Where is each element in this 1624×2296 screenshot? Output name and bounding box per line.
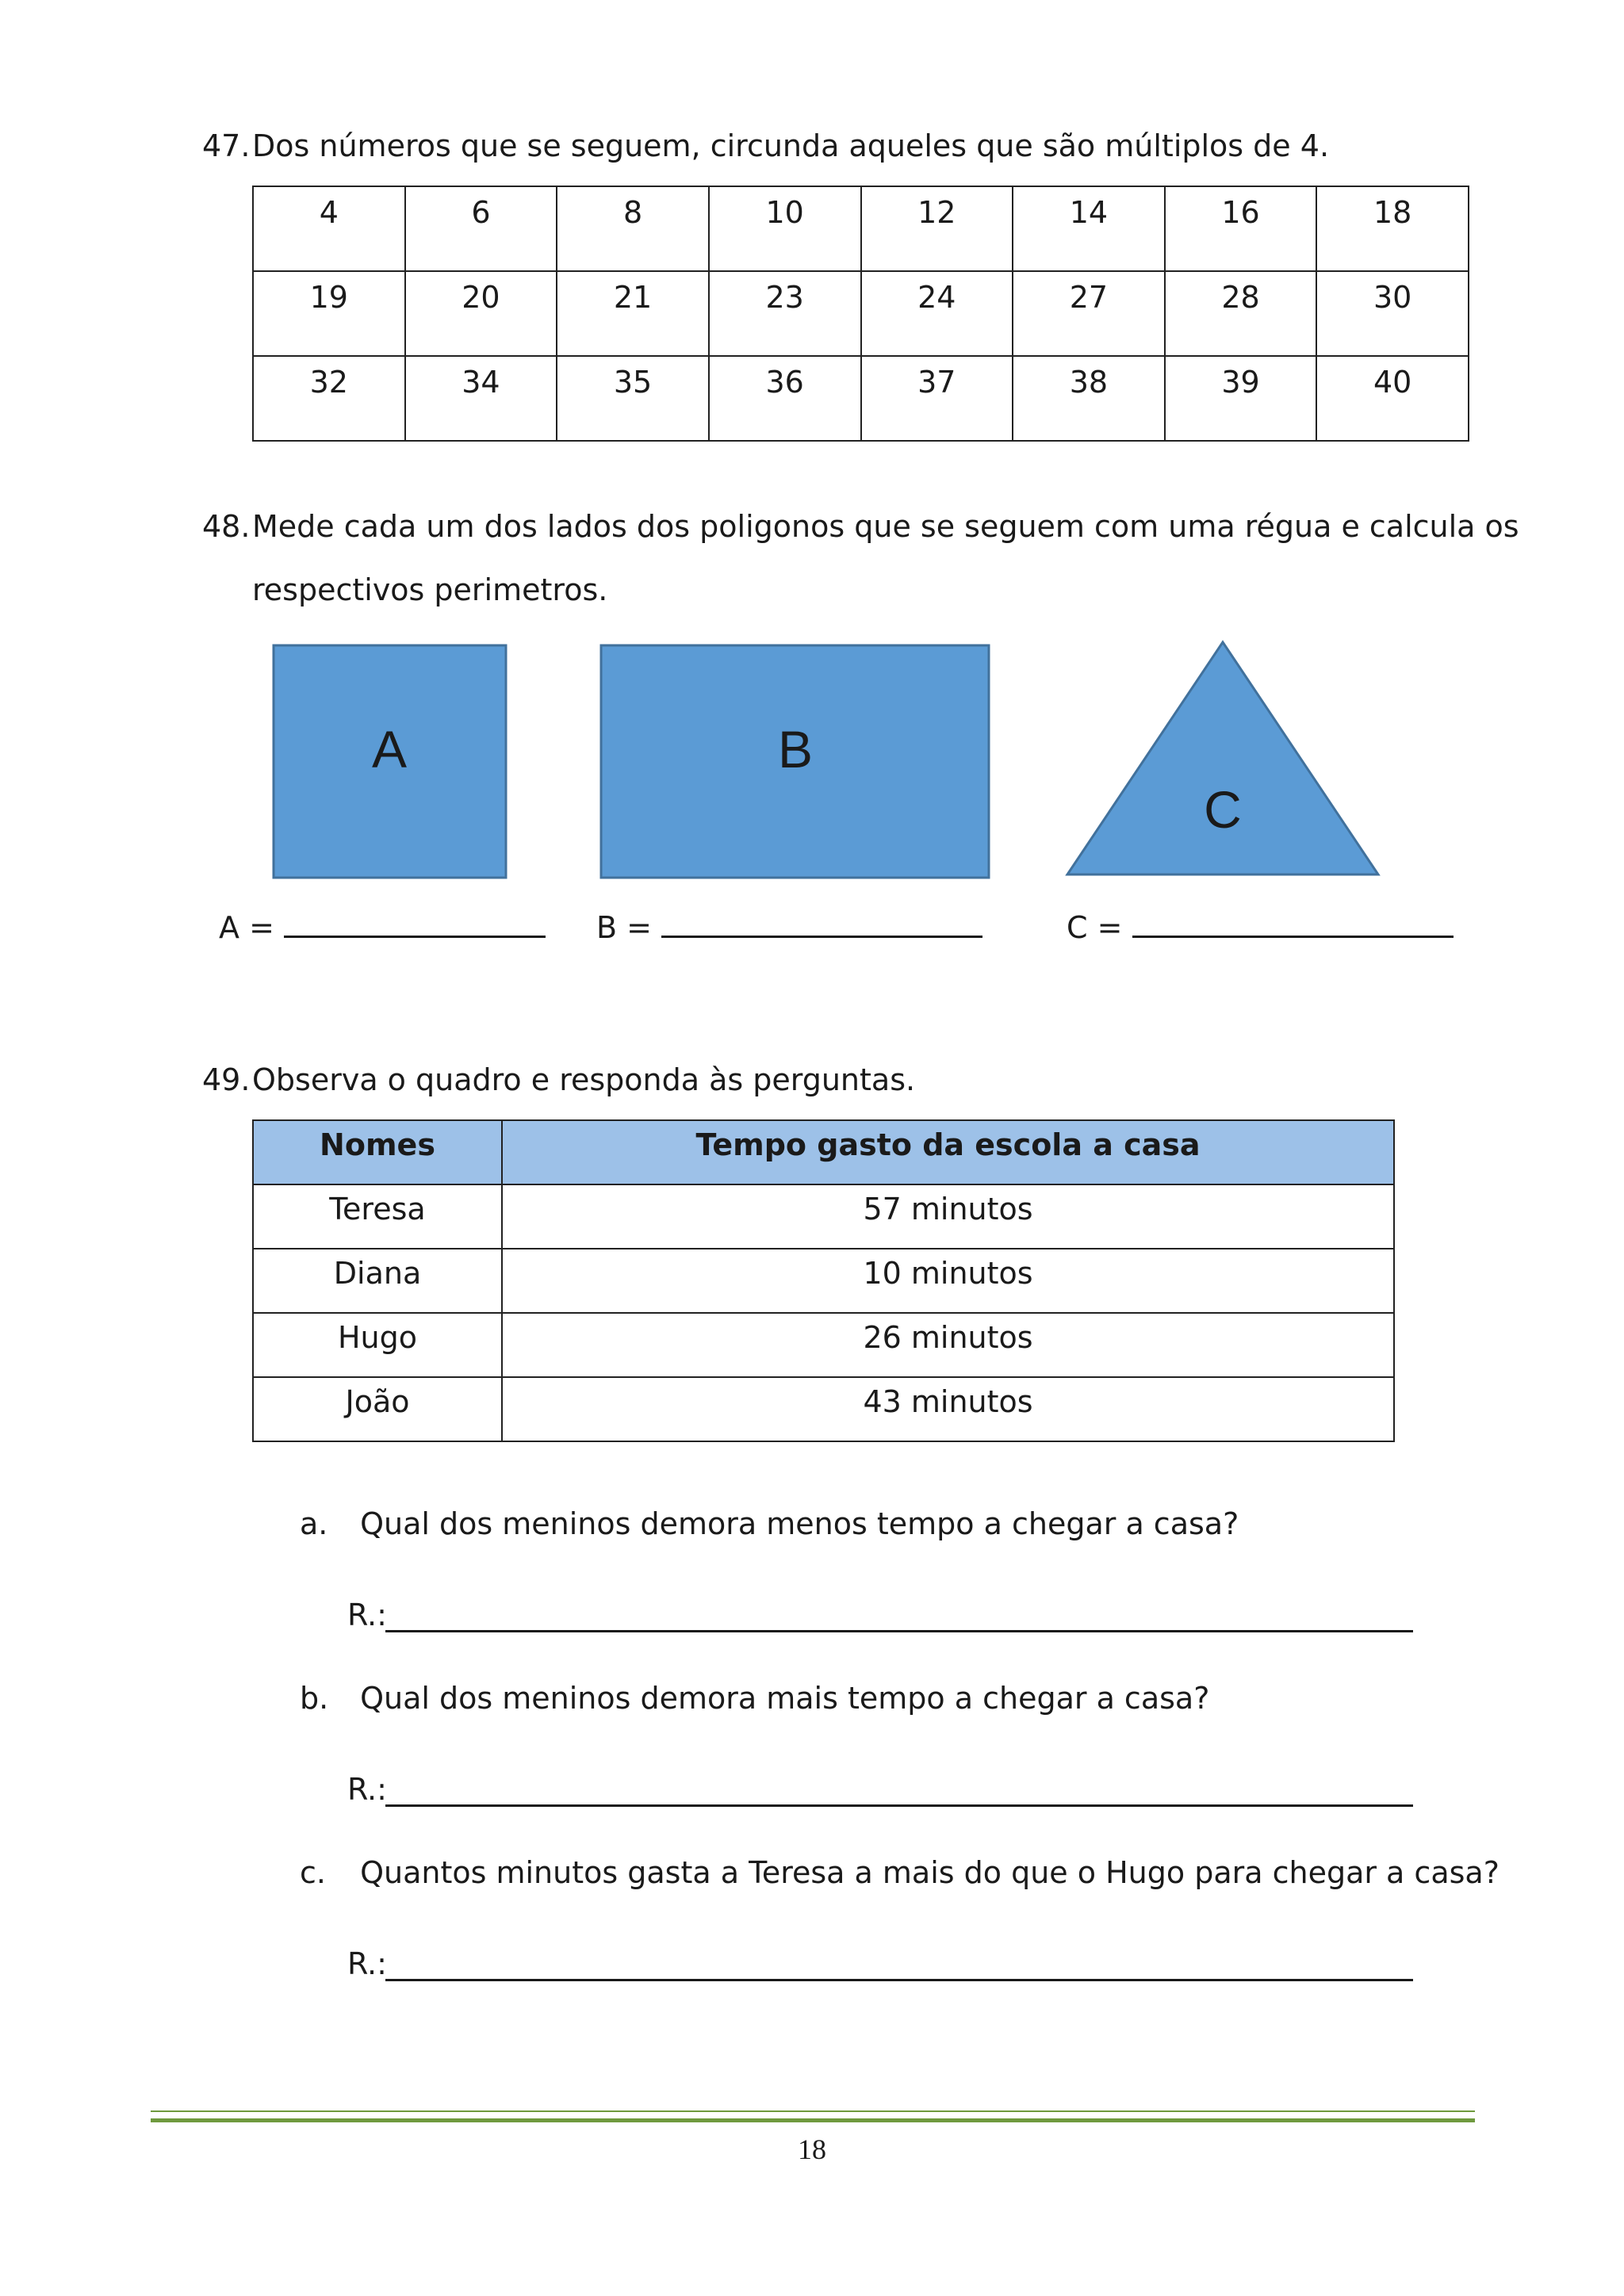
time-cell: 57 minutos bbox=[502, 1184, 1394, 1249]
number-cell[interactable]: 39 bbox=[1165, 356, 1317, 441]
subquestion-text: Qual dos meninos demora mais tempo a chegar a casa? bbox=[360, 1681, 1210, 1716]
subquestion-letter: c. bbox=[300, 1855, 326, 1890]
answer-label-c: R.: bbox=[347, 1946, 387, 1981]
footer-rule-thick bbox=[151, 2118, 1475, 2122]
table-row bbox=[253, 1313, 1394, 1377]
question-text-line1: Mede cada um dos lados dos poligonos que se seguem com uma régua e calcula os bbox=[252, 509, 1519, 544]
table-row bbox=[253, 1377, 1394, 1441]
header-time: Tempo gasto da escola a casa bbox=[502, 1120, 1394, 1184]
number-cell[interactable]: 12 bbox=[861, 186, 1013, 271]
number-cell[interactable]: 30 bbox=[1316, 271, 1469, 356]
answer-b-label: B = bbox=[596, 910, 652, 945]
answer-c bbox=[1067, 910, 1454, 945]
answer-c-label: C = bbox=[1067, 910, 1123, 945]
number-cell[interactable]: 14 bbox=[1013, 186, 1165, 271]
time-cell: 26 minutos bbox=[502, 1313, 1394, 1377]
number-cell[interactable]: 38 bbox=[1013, 356, 1165, 441]
answer-b-blank[interactable] bbox=[661, 936, 982, 938]
answer-label-b: R.: bbox=[347, 1772, 387, 1807]
subquestion-c bbox=[300, 1855, 1500, 1890]
question-text: Dos números que se seguem, circunda aqueles que são múltiplos de 4. bbox=[252, 128, 1330, 163]
triangle-c bbox=[1067, 642, 1378, 874]
shape-label-b: B bbox=[777, 720, 814, 779]
name-cell: Teresa bbox=[253, 1184, 502, 1249]
question-48-line2 bbox=[252, 571, 607, 609]
travel-time-table bbox=[252, 1119, 1395, 1442]
number-cell[interactable]: 6 bbox=[405, 186, 557, 271]
time-cell: 43 minutos bbox=[502, 1377, 1394, 1441]
number-cell[interactable]: 37 bbox=[861, 356, 1013, 441]
table-row bbox=[253, 1184, 1394, 1249]
time-cell: 10 minutos bbox=[502, 1249, 1394, 1313]
subquestion-letter: a. bbox=[300, 1506, 328, 1541]
polygons-figure bbox=[0, 626, 1624, 888]
answer-line-c[interactable] bbox=[385, 1979, 1413, 1981]
number-cell[interactable]: 35 bbox=[557, 356, 709, 441]
answer-line-b[interactable] bbox=[385, 1804, 1413, 1807]
number-cell[interactable]: 19 bbox=[253, 271, 405, 356]
multiples-grid bbox=[252, 186, 1469, 442]
name-cell: Hugo bbox=[253, 1313, 502, 1377]
shape-label-a: A bbox=[371, 720, 408, 779]
number-cell[interactable]: 23 bbox=[709, 271, 861, 356]
number-cell[interactable]: 8 bbox=[557, 186, 709, 271]
answer-a bbox=[219, 910, 546, 945]
page-number: 18 bbox=[798, 2133, 826, 2165]
name-cell: Diana bbox=[253, 1249, 502, 1313]
table-row bbox=[253, 1249, 1394, 1313]
table-row bbox=[253, 186, 1469, 271]
answer-c-blank[interactable] bbox=[1132, 936, 1454, 938]
number-cell[interactable]: 32 bbox=[253, 356, 405, 441]
number-cell[interactable]: 18 bbox=[1316, 186, 1469, 271]
number-cell[interactable]: 34 bbox=[405, 356, 557, 441]
subquestion-b bbox=[300, 1681, 1209, 1716]
answer-a-blank[interactable] bbox=[284, 936, 546, 938]
subquestion-letter: b. bbox=[300, 1681, 329, 1716]
question-number: 49. bbox=[202, 1062, 251, 1097]
question-text: Observa o quadro e responda às perguntas. bbox=[252, 1062, 916, 1097]
number-cell[interactable]: 16 bbox=[1165, 186, 1317, 271]
answer-label-a: R.: bbox=[347, 1598, 387, 1632]
shape-label-c: C bbox=[1204, 780, 1242, 839]
number-cell[interactable]: 27 bbox=[1013, 271, 1165, 356]
number-cell[interactable]: 36 bbox=[709, 356, 861, 441]
number-cell[interactable]: 40 bbox=[1316, 356, 1469, 441]
number-cell[interactable]: 10 bbox=[709, 186, 861, 271]
number-cell[interactable]: 20 bbox=[405, 271, 557, 356]
number-cell[interactable]: 4 bbox=[253, 186, 405, 271]
number-cell[interactable]: 28 bbox=[1165, 271, 1317, 356]
question-number: 47. bbox=[202, 128, 251, 163]
number-cell[interactable]: 24 bbox=[861, 271, 1013, 356]
table-row bbox=[253, 356, 1469, 441]
answer-line-a[interactable] bbox=[385, 1630, 1413, 1632]
name-cell: João bbox=[253, 1377, 502, 1441]
table-header-row bbox=[253, 1120, 1394, 1184]
footer-rule-thin bbox=[151, 2110, 1475, 2112]
header-names: Nomes bbox=[253, 1120, 502, 1184]
subquestion-text: Qual dos meninos demora menos tempo a chegar a casa? bbox=[360, 1506, 1239, 1541]
question-number: 48. bbox=[202, 509, 251, 544]
answer-b bbox=[596, 910, 982, 945]
table-row bbox=[253, 271, 1469, 356]
subquestion-text: Quantos minutos gasta a Teresa a mais do que o Hugo para chegar a casa? bbox=[360, 1855, 1500, 1890]
subquestion-a bbox=[300, 1506, 1239, 1541]
question-text-line2: respectivos perimetros. bbox=[252, 572, 608, 607]
number-cell[interactable]: 21 bbox=[557, 271, 709, 356]
answer-a-label: A = bbox=[219, 910, 274, 945]
